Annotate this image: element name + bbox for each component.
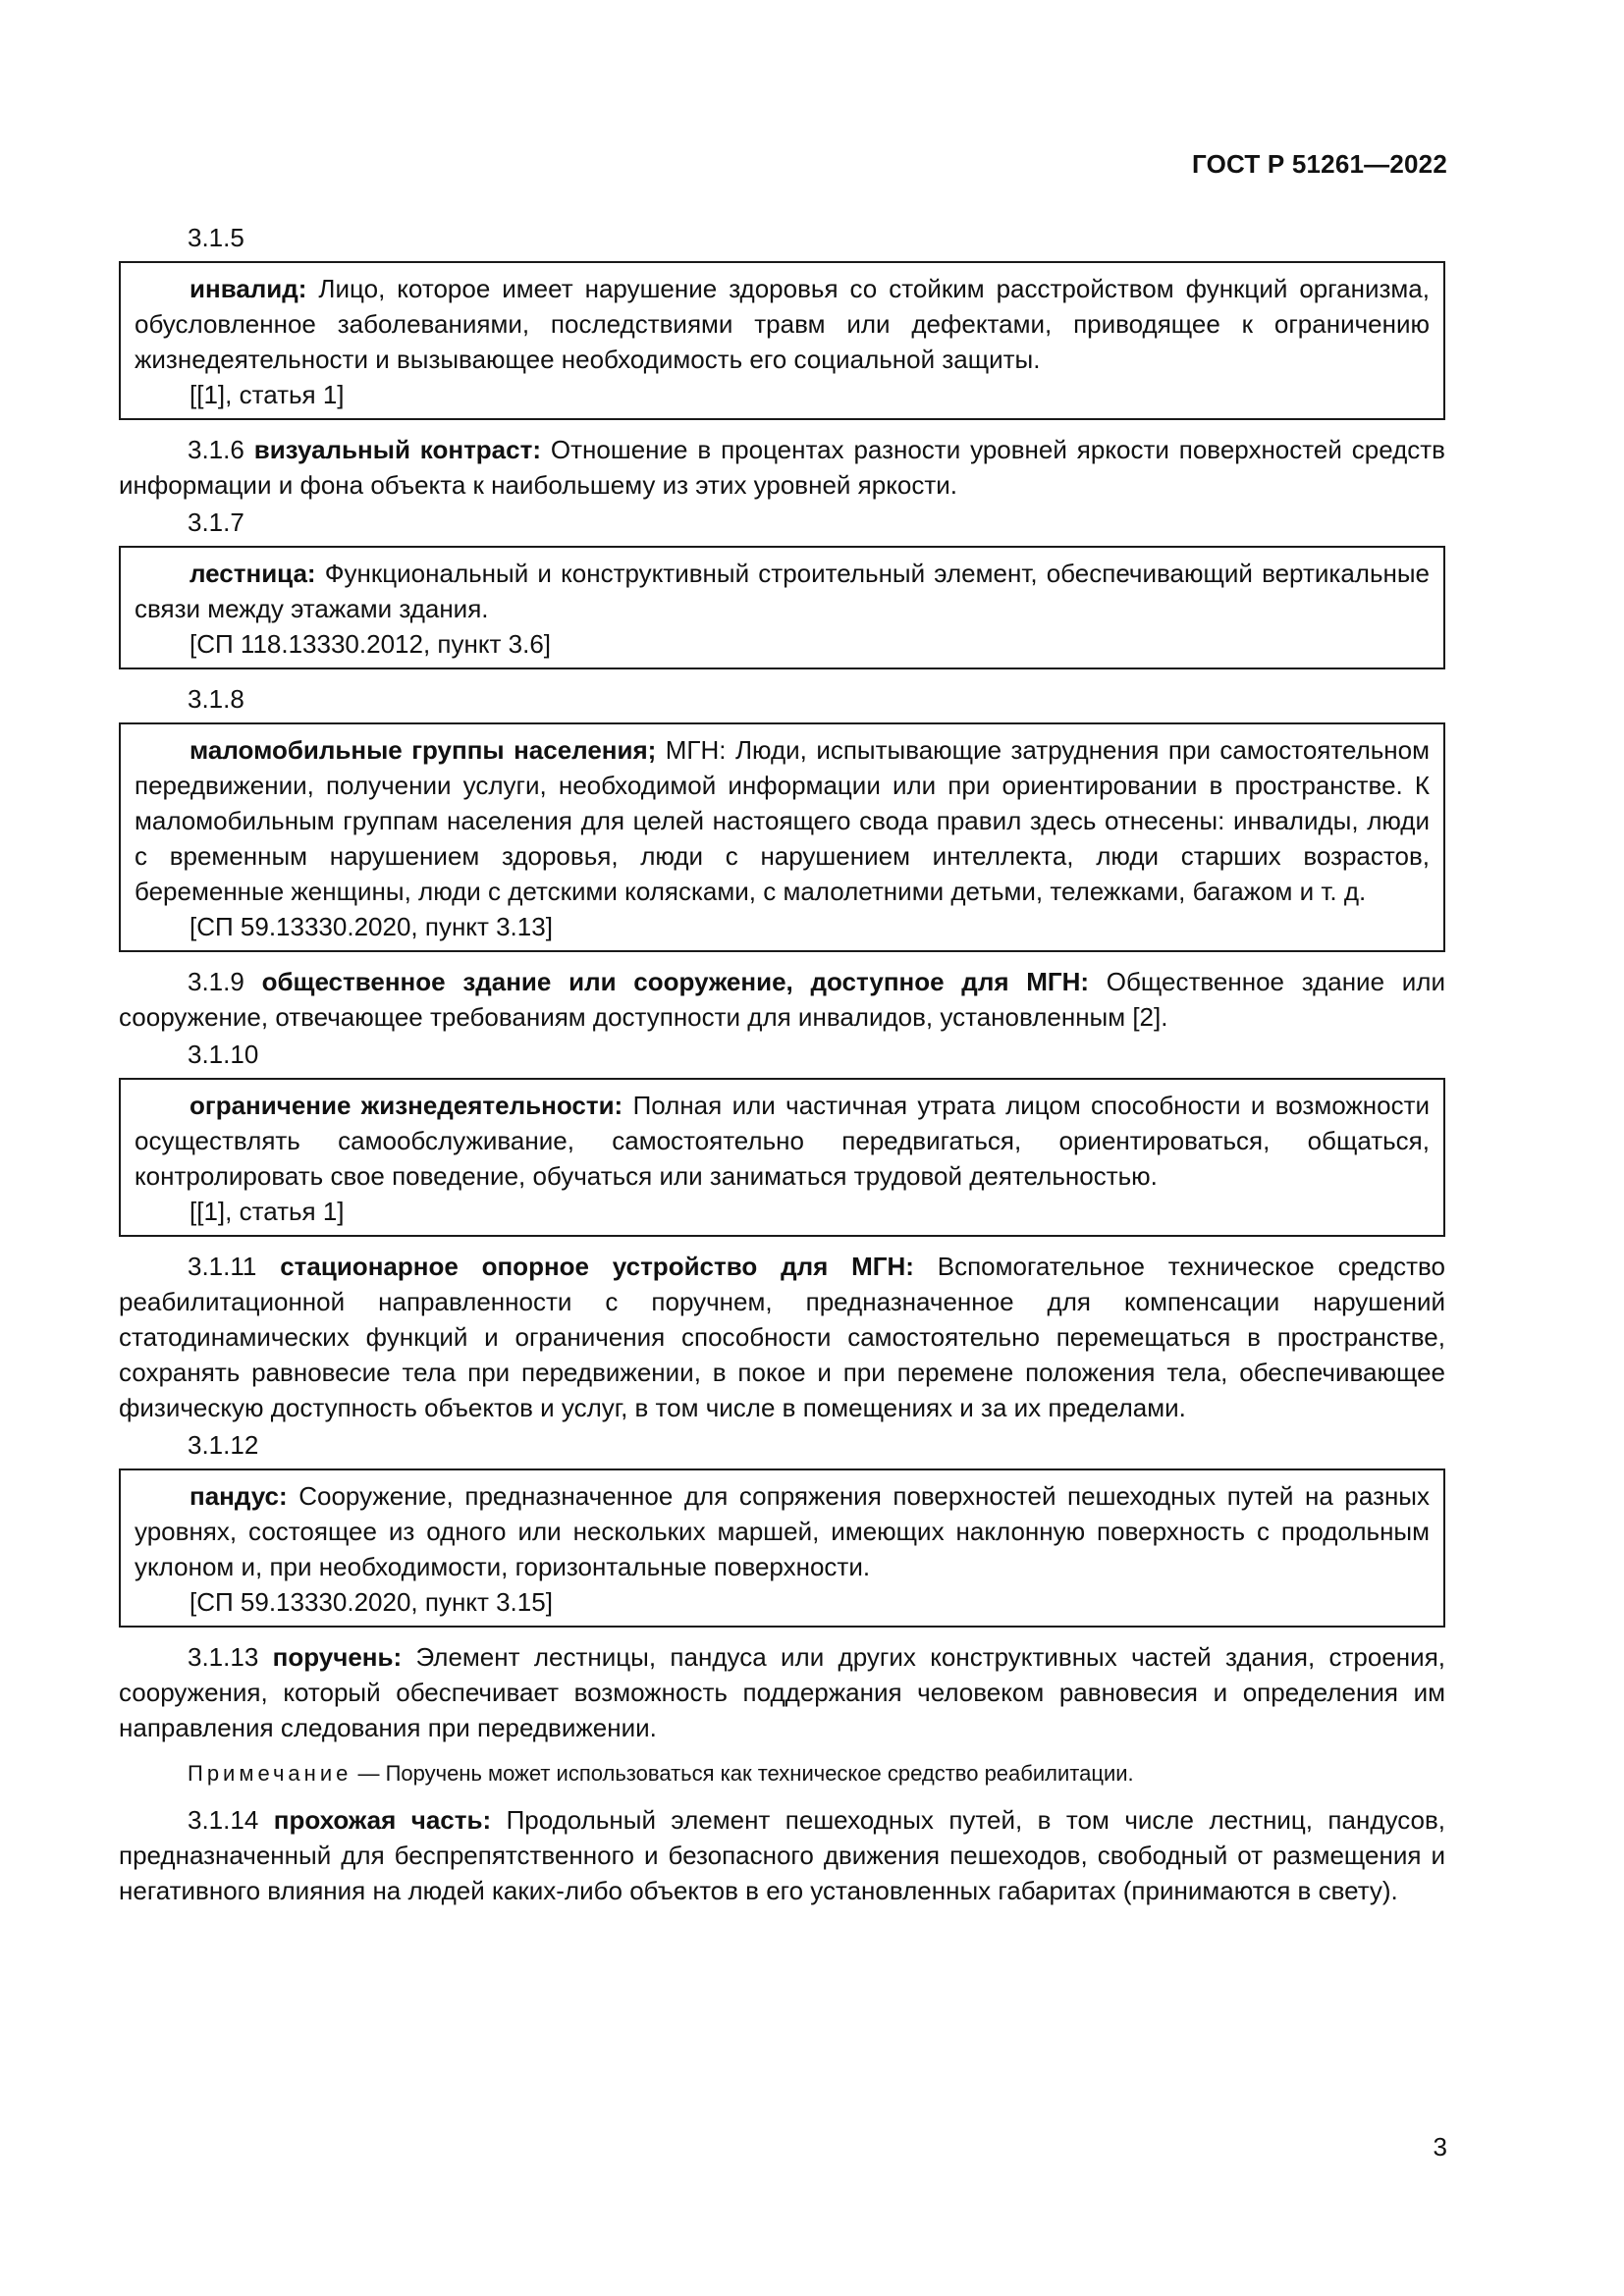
term-number: 3.1.13 — [188, 1642, 259, 1672]
term-number: 3.1.5 — [188, 223, 244, 252]
term-quote-box — [119, 1468, 1445, 1628]
term-number: 3.1.10 — [188, 1040, 259, 1069]
term-definition: Вспомогательное техническое средство реабилитационной направленности с поручнем, предназначенное для компенсации нарушений статодинамических функций и ограничения способности самостоятельно перемещаться в пространстве, сохранять равновесие тела при передвижении, в покое и при перемене положения тела, обеспечивающее физическую доступность объектов и услуг, в том числе в помещениях и за их пределами. — [119, 1252, 1445, 1422]
term-quote-box — [119, 1078, 1445, 1237]
term-number: 3.1.6 — [188, 435, 244, 464]
term-number: 3.1.7 — [188, 507, 244, 537]
term-number: 3.1.14 — [188, 1805, 259, 1835]
term-definition: МГН: Люди, испытывающие затруднения при самостоятельном передвижении, получении услуги, необходимой информации или при ориентировании в пространстве. К маломобильным группам населения для целей настоящего свода правил здесь отнесены: инвалиды, люди с временным нарушением здоровья, люди с нарушением интеллекта, люди старших возрастов, беременные женщины, люди с детскими колясками, с малолетними детьми, тележками, багажом и т. д. — [135, 735, 1431, 906]
term-number: 3.1.12 — [188, 1430, 259, 1460]
term-source: [СП 59.13330.2020, пункт 3.15] — [189, 1587, 553, 1617]
term-entry — [135, 271, 1430, 377]
term-entry — [135, 1088, 1430, 1194]
term-definition: Общественное здание или сооружение, отвечающее требованиям доступности для инвалидов, установленным [2]. — [119, 967, 1445, 1032]
term-entry — [135, 732, 1430, 909]
term-entry — [119, 1802, 1445, 1908]
note-label: Примечание — [188, 1761, 352, 1786]
term-entry — [135, 1478, 1430, 1584]
term-quote-box — [119, 546, 1445, 669]
term-number: 3.1.8 — [188, 684, 244, 714]
term-quote-box — [119, 722, 1445, 952]
page-number: 3 — [1433, 2132, 1447, 2162]
term-definition: Элемент лестницы, пандуса или других конструктивных частей здания, строения, сооружения, который обеспечивает возможность поддержания человеком равновесия и определения им направления следования при передвижении. — [119, 1642, 1445, 1742]
terms-content — [119, 218, 1445, 1908]
term-entry — [119, 432, 1445, 503]
term-name: инвалид: — [189, 274, 307, 303]
term-entry — [119, 1639, 1445, 1745]
term-definition: Сооружение, предназначенное для сопряжения поверхностей пешеходных путей на разных уровнях, состоящее из одного или нескольких маршей, имеющих наклонную поверхность с продольным уклоном и, при необходимости, горизонтальные поверхности. — [135, 1481, 1430, 1581]
term-name: общественное здание или сооружение, доступное для МГН: — [261, 967, 1090, 996]
term-name: прохожая часть: — [273, 1805, 492, 1835]
term-name: пандус: — [189, 1481, 288, 1511]
term-entry — [119, 964, 1445, 1035]
term-number: 3.1.9 — [188, 967, 244, 996]
document-id-header: ГОСТ Р 51261—2022 — [1192, 149, 1447, 179]
term-source: [[1], статья 1] — [189, 1197, 345, 1226]
term-definition: Отношение в процентах разности уровней яркости поверхностей средств информации и фона объекта к наибольшему из этих уровней яркости. — [119, 435, 1445, 500]
note-text: — Поручень может использоваться как техническое средство реабилитации. — [352, 1761, 1134, 1786]
term-name: лестница: — [189, 559, 316, 588]
term-definition: Лицо, которое имеет нарушение здоровья со стойким расстройством функций организма, обусловленное заболеваниями, последствиями травм или дефектами, приводящее к ограничению жизнедеятельности и вызывающее необходимость его социальной защиты. — [135, 274, 1430, 374]
term-quote-box — [119, 261, 1445, 420]
term-number: 3.1.11 — [188, 1252, 257, 1281]
term-entry — [119, 1249, 1445, 1425]
term-definition: Полная или частичная утрата лицом способности и возможности осуществлять самообслуживание, самостоятельно передвигаться, ориентироваться, общаться, контролировать свое поведение, обучаться или заниматься трудовой деятельностью. — [135, 1091, 1431, 1191]
term-name: стационарное опорное устройство для МГН: — [280, 1252, 914, 1281]
term-definition: Функциональный и конструктивный строительный элемент, обеспечивающий вертикальные связи между этажами здания. — [135, 559, 1430, 623]
term-source: [СП 118.13330.2012, пункт 3.6] — [189, 629, 551, 659]
term-definition: Продольный элемент пешеходных путей, в том числе лестниц, пандусов, предназначенный для беспрепятственного и безопасного движения пешеходов, свободный от размещения и негативного влияния на людей каких-либо объектов в его установленных габаритах (принимаются в свету). — [119, 1805, 1445, 1905]
term-name: ограничение жизнедеятельности: — [189, 1091, 623, 1120]
term-name: маломобильные группы населения; — [189, 735, 657, 765]
term-name: визуальный контраст: — [253, 435, 541, 464]
term-source: [СП 59.13330.2020, пункт 3.13] — [189, 912, 553, 941]
note — [119, 1759, 1445, 1789]
term-entry — [135, 556, 1430, 626]
term-name: поручень: — [272, 1642, 403, 1672]
term-source: [[1], статья 1] — [189, 380, 345, 409]
